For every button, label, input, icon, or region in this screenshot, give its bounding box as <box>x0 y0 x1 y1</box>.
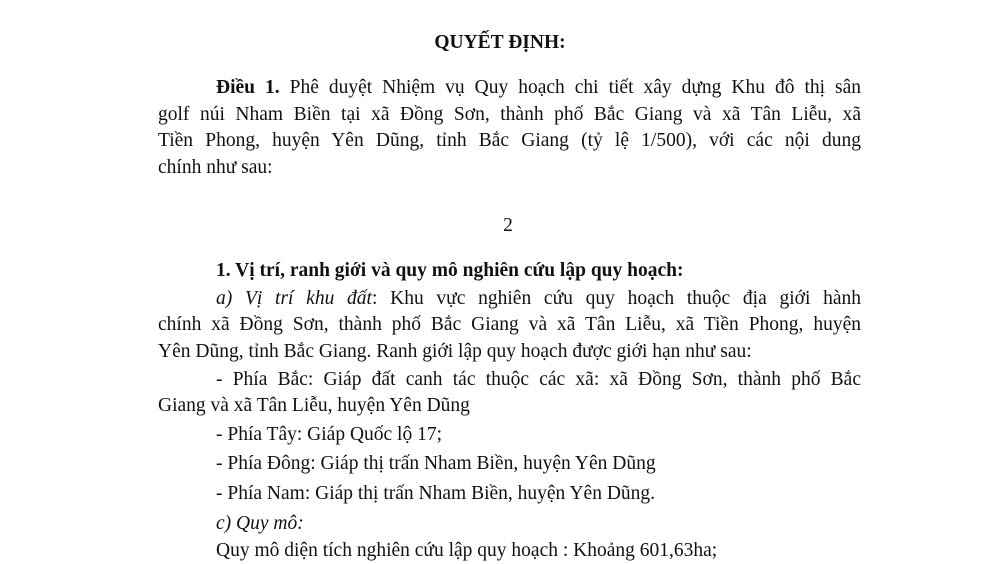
section1-a-label: a) Vị trí khu đất <box>216 288 372 309</box>
section1-c-label: c) Quy mô: <box>216 513 304 534</box>
section1-a-line3: Yên Dũng, tỉnh Bắc Giang. Ranh giới lập quy hoạch được giới hạn như sau: <box>158 341 752 362</box>
article1-label: Điều 1. <box>216 77 280 98</box>
section1-scale: Quy mô diện tích nghiên cứu lập quy hoạch : Khoảng 601,63ha; <box>216 540 718 561</box>
article1-line1 <box>216 75 861 101</box>
page-number: 2 <box>503 215 513 236</box>
document-title: QUYẾT ĐỊNH: <box>434 32 566 53</box>
section1-heading: 1. Vị trí, ranh giới và quy mô nghiên cứu lập quy hoạch: <box>216 260 684 281</box>
boundary-west: - Phía Tây: Giáp Quốc lộ 17; <box>216 424 443 445</box>
boundary-south: - Phía Nam: Giáp thị trấn Nham Biền, huyện Yên Dũng. <box>216 483 656 504</box>
boundary-north-line1: - Phía Bắc: Giáp đất canh tác thuộc các xã: xã Đồng Sơn, thành phố Bắc <box>216 369 861 390</box>
article1-line3: Tiền Phong, huyện Yên Dũng, tỉnh Bắc Giang (tỷ lệ 1/500), với các nội dung <box>158 130 861 151</box>
section1-a-line2: chính xã Đồng Sơn, thành phố Bắc Giang và xã Tân Liễu, xã Tiền Phong, huyện <box>158 314 861 335</box>
article1-line2: golf núi Nham Biền tại xã Đồng Sơn, thành phố Bắc Giang và xã Tân Liễu, xã <box>158 104 861 125</box>
section1-a-line1 <box>216 286 861 312</box>
boundary-east: - Phía Đông: Giáp thị trấn Nham Biền, huyện Yên Dũng <box>216 453 656 474</box>
article1-line1-text: Phê duyệt Nhiệm vụ Quy hoạch chi tiết xây dựng Khu đô thị sân <box>289 77 862 98</box>
boundary-north-line2: Giang và xã Tân Liễu, huyện Yên Dũng <box>158 395 470 416</box>
section1-a-line1-text: : Khu vực nghiên cứu quy hoạch thuộc địa giới hành <box>371 288 861 309</box>
article1-line4: chính như sau: <box>158 157 273 178</box>
